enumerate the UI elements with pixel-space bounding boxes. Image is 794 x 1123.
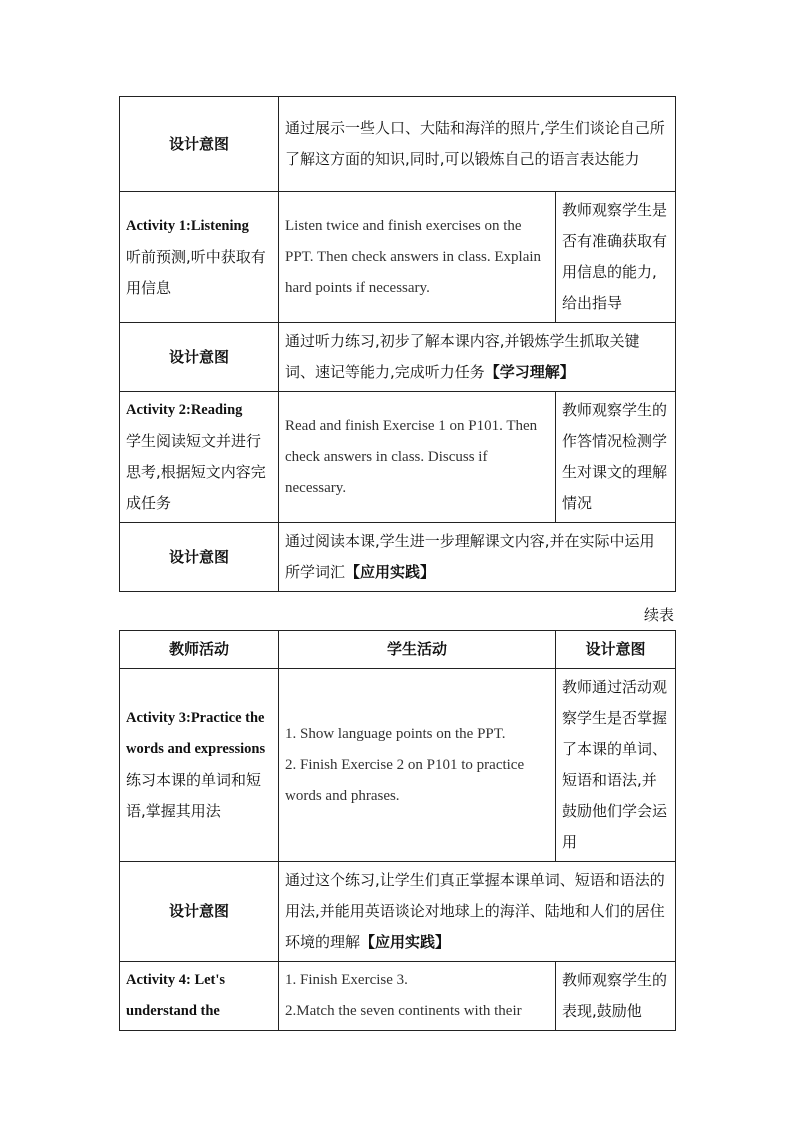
activity-title: Activity 2:Reading	[126, 402, 243, 418]
design-intent-label: 设计意图	[120, 862, 279, 962]
activity-title: Activity 1:Listening	[126, 217, 249, 234]
activity-description: 练习本课的单词和短语,掌握其用法	[126, 771, 262, 820]
activity-description: 听前预测,听中获取有用信息	[126, 247, 266, 297]
design-intent-text: 通过这个练习,让学生们真正掌握本课单词、短语和语法的用法,并能用英语谈论对地球上的海洋、陆地和人们的居住环境的理解【应用实践】	[279, 862, 676, 962]
teacher-activity-cell	[120, 669, 279, 862]
table-row	[120, 392, 676, 523]
intent-cell: 教师观察学生是否有准确获取有用信息的能力,给出指导	[556, 192, 676, 323]
teacher-activity-cell	[120, 392, 279, 523]
intent-cell: 教师观察学生的作答情况检测学生对课文的理解情况	[556, 392, 676, 523]
student-activity-cell: Listen twice and finish exercises on the PPT. Then check answers in class. Explain hard points if necessary.	[279, 192, 556, 323]
design-intent-label: 设计意图	[120, 97, 279, 192]
header-design-intent: 设计意图	[556, 631, 676, 669]
activity-title: Activity 3:Practice the words and expressions	[126, 710, 266, 757]
table-row	[120, 669, 676, 862]
student-step: 2.Match the seven continents with their	[285, 1003, 522, 1019]
table-row	[120, 862, 676, 962]
design-intent-label: 设计意图	[120, 523, 279, 592]
header-student-activity: 学生活动	[279, 631, 556, 669]
student-step: 1. Show language points on the PPT.	[285, 725, 506, 742]
table-row	[120, 323, 676, 392]
student-activity-cell	[279, 962, 556, 1031]
design-intent-text: 通过听力练习,初步了解本课内容,并锻炼学生抓取关键词、速记等能力,完成听力任务【学习理解】	[279, 323, 676, 392]
lesson-plan-table-part2	[119, 630, 676, 1031]
activity-title: Activity 4: Let's understand the	[126, 972, 226, 1019]
student-step: 1. Finish Exercise 3.	[285, 972, 408, 988]
table-row	[120, 962, 676, 1031]
teacher-activity-cell	[120, 962, 279, 1031]
category-tag: 【应用实践】	[345, 563, 436, 581]
header-teacher-activity: 教师活动	[120, 631, 279, 669]
intent-cell: 教师通过活动观察学生是否掌握了本课的单词、短语和语法,并鼓励他们学会运用	[556, 669, 676, 862]
intent-cell: 教师观察学生的表现,鼓励他	[556, 962, 676, 1031]
table-row	[120, 97, 676, 192]
lesson-plan-table-part1	[119, 96, 676, 592]
activity-description: 学生阅读短文并进行思考,根据短文内容完成任务	[126, 432, 266, 512]
design-intent-text: 通过展示一些人口、大陆和海洋的照片,学生们谈论自己所了解这方面的知识,同时,可以锻炼自己的语言表达能力	[279, 97, 676, 192]
student-activity-cell	[279, 669, 556, 862]
student-step: 2. Finish Exercise 2 on P101 to practice words and phrases.	[285, 756, 525, 804]
design-intent-label: 设计意图	[120, 323, 279, 392]
teacher-activity-cell	[120, 192, 279, 323]
table-row	[120, 192, 676, 323]
table-header-row	[120, 631, 676, 669]
continued-table-label: 续表	[643, 606, 674, 624]
category-tag: 【应用实践】	[360, 933, 451, 951]
category-tag: 【学习理解】	[484, 363, 575, 381]
student-activity-cell: Read and finish Exercise 1 on P101. Then check answers in class. Discuss if necessary.	[279, 392, 556, 523]
table-row	[120, 523, 676, 592]
design-intent-text: 通过阅读本课,学生进一步理解课文内容,并在实际中运用所学词汇【应用实践】	[279, 523, 676, 592]
